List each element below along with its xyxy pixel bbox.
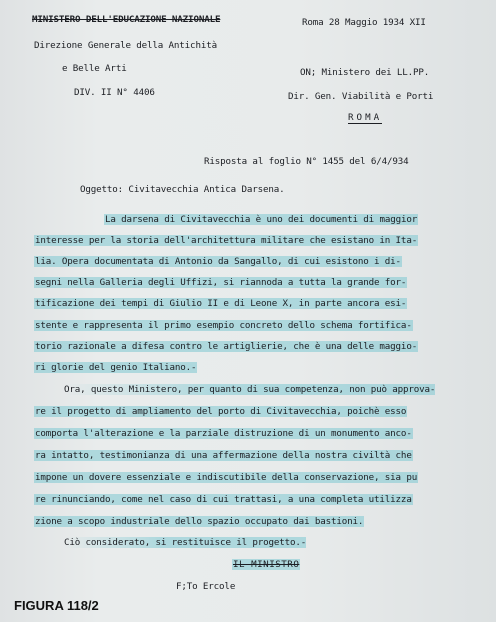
direction-line-1: Direzione Generale della Antichità — [34, 40, 217, 51]
ministry-heading: MINISTERO DELL'EDUCAZIONE NAZIONALE — [32, 14, 221, 25]
body-line-9: Ora, questo Ministero, per quanto di sua competenza, non può approva- — [64, 384, 436, 395]
body-line-6: stente e rappresenta il primo esempio concreto dello schema fortifica- — [35, 320, 412, 331]
body-line-5: tificazione dei tempi di Giulio II e di Leone X, in parte ancora esi- — [35, 298, 407, 309]
division-number: DIV. II N° 4406 — [74, 87, 155, 98]
body-line-14: re rinunciando, come nel caso di cui trattasi, a una completa utilizza — [35, 494, 412, 505]
reply-reference: Risposta al foglio N° 1455 del 6/4/934 — [204, 156, 409, 167]
body-line-11: comporta l'alterazione e la parziale distruzione di un monumento anco- — [35, 428, 412, 439]
body-line-1: La darsena di Civitavecchia è uno dei documenti di maggior — [105, 214, 418, 225]
body-line-13: impone un dovere essenziale e indiscutibile della conservazione, sia pu — [35, 472, 418, 483]
signature-title: IL MINISTRO — [233, 559, 300, 570]
body-line-10: re il progetto di ampliamento del porto di Civitavecchia, poichè esso — [35, 406, 407, 417]
figure-caption: FIGURA 118/2 — [14, 598, 99, 613]
body-line-4: segni nella Galleria degli Uffizi, si riannoda a tutta la grande for- — [35, 277, 407, 288]
body-line-2: interesse per la storia dell'architettura militare che esistano in Ita- — [35, 235, 418, 246]
body-line-15: zione a scopo industriale dello spazio occupato dai bastioni. — [35, 516, 364, 527]
recipient-line-2: Dir. Gen. Viabilità e Porti — [288, 91, 434, 102]
document-date: Roma 28 Maggio 1934 XII — [302, 17, 426, 28]
body-line-3: lia. Opera documentata di Antonio da Sangallo, di cui esistono i di- — [35, 256, 401, 267]
recipient-line-1: ON; Ministero dei LL.PP. — [300, 67, 430, 78]
direction-line-2: e Belle Arti — [62, 63, 127, 74]
signature-name: F;To Ercole — [176, 581, 236, 592]
body-line-8: ri glorie del genio Italiano.- — [35, 362, 197, 373]
body-line-12: ra intatto, testimonianza di una affermazione della nostra civiltà che — [35, 450, 412, 461]
recipient-city: ROMA — [348, 112, 383, 123]
closing-line: Ciò considerato, si restituisce il progetto.- — [64, 537, 307, 548]
body-line-7: torio razionale a difesa contro le artiglierie, che è una delle maggio- — [35, 341, 418, 352]
subject-line: Oggetto: Civitavecchia Antica Darsena. — [80, 184, 285, 195]
